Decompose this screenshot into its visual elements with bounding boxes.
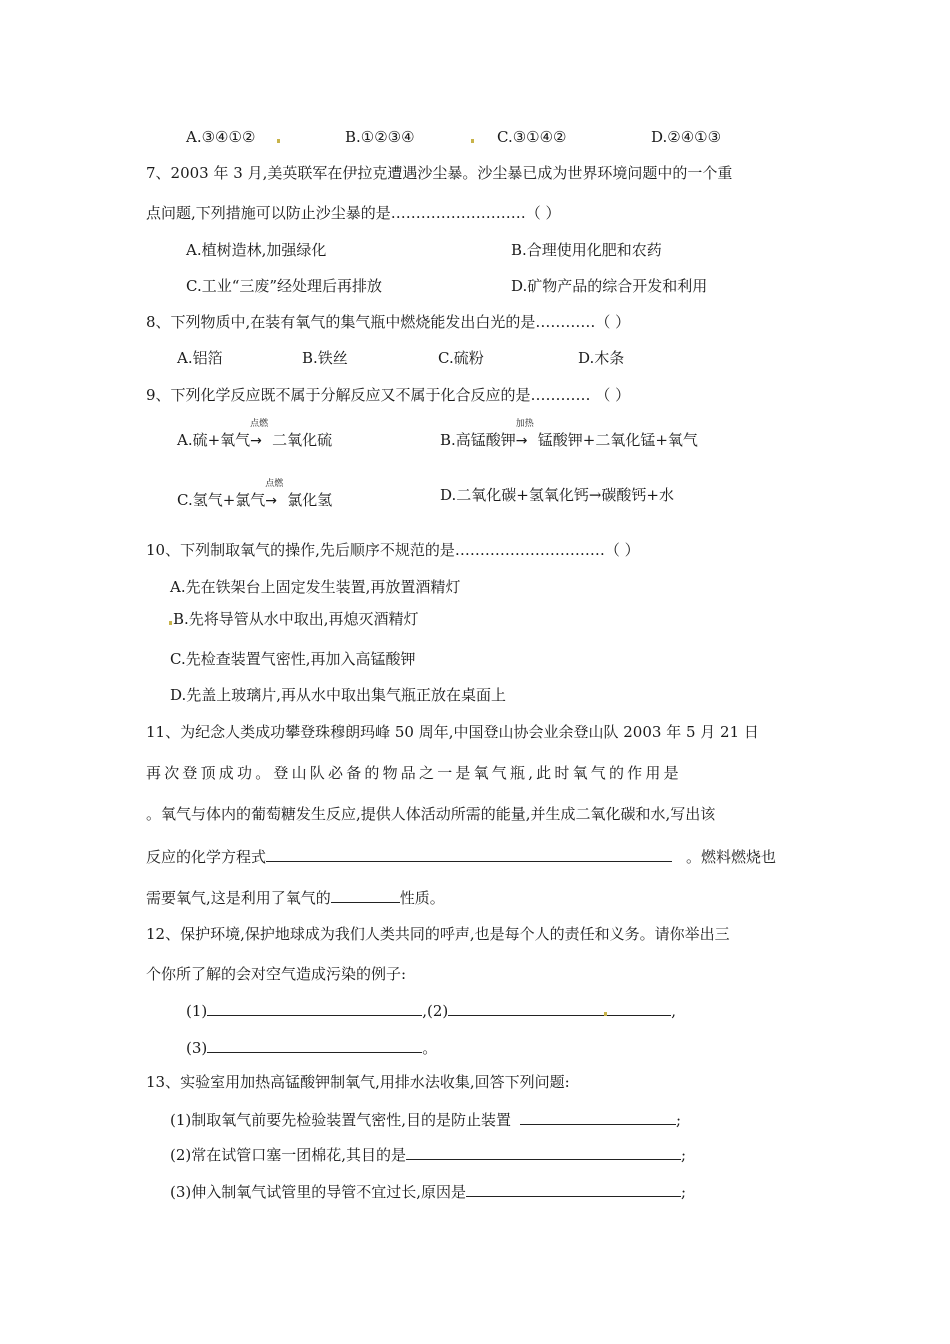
q12-comma: , xyxy=(671,1002,677,1020)
reaction-arrow xyxy=(250,419,272,449)
q13-semicolon: ; xyxy=(676,1111,682,1129)
speck-mark xyxy=(169,621,172,625)
q9-option-d: D.二氧化碳+氢氧化钙→碳酸钙+水 xyxy=(440,486,674,504)
q6-option-d: D.②④①③ xyxy=(651,128,722,146)
q9-option-c xyxy=(177,479,333,510)
q7-option-b: B.合理使用化肥和农药 xyxy=(511,241,662,259)
q12-item1-label: (1) xyxy=(186,1002,208,1020)
speck-mark xyxy=(277,139,280,143)
q10-stem: 10、下列制取氧气的操作,先后顺序不规范的是…………………………（ ） xyxy=(146,541,640,559)
q13-answer1-blank[interactable] xyxy=(520,1108,676,1125)
q11-line4 xyxy=(146,845,776,867)
reaction-arrow xyxy=(265,479,287,509)
q11-line1: 11、为纪念人类成功攀登珠穆朗玛峰 50 周年,中国登山协会业余登山队 2003 年 5 月 21 日 xyxy=(146,723,759,741)
q7-option-d: D.矿物产品的综合开发和利用 xyxy=(511,277,708,295)
q13-semicolon: ; xyxy=(681,1146,687,1164)
q9-a-products: 二氧化硫 xyxy=(272,431,333,449)
q8-option-c: C.硫粉 xyxy=(438,349,484,367)
q13-sub1-text: (1)制取氧气前要先检验装置气密性,目的是防止装置 xyxy=(170,1111,512,1129)
q12-end: 。 xyxy=(422,1039,438,1057)
q13-answer3-blank[interactable] xyxy=(466,1180,681,1197)
q9-stem: 9、下列化学反应既不属于分解反应又不属于化合反应的是………… （ ） xyxy=(146,386,631,404)
q7-stem-line1: 7、2003 年 3 月,美英联军在伊拉克遭遇沙尘暴。沙尘暴已成为世界环境问题中的一个重 xyxy=(146,164,733,182)
q12-item2-label: (2) xyxy=(427,1002,449,1020)
q9-b-products: 锰酸钾+二氧化锰+氧气 xyxy=(537,431,698,449)
q8-option-d: D.木条 xyxy=(578,349,625,367)
q12-examples-row2 xyxy=(186,1036,437,1058)
q6-option-c: C.③①④② xyxy=(497,128,567,146)
q13-sub3 xyxy=(170,1180,686,1202)
q8-option-a: A.铝箔 xyxy=(177,349,223,367)
reaction-condition: 点燃 xyxy=(250,419,269,429)
property-answer-blank[interactable] xyxy=(331,886,400,903)
q9-option-a xyxy=(177,419,333,450)
q11-line2: 再次登顶成功。登山队必备的物品之一是氧气瓶,此时氧气的作用是 xyxy=(146,764,682,782)
pollution-example2-blank[interactable] xyxy=(448,999,671,1016)
q12-line1: 12、保护环境,保护地球成为我们人类共同的呼声,也是每个人的责任和义务。请你举出三 xyxy=(146,925,730,943)
q9-b-reactants: B.高锰酸钾 xyxy=(440,431,516,449)
q11-line4-tail: 。燃料燃烧也 xyxy=(686,848,777,866)
q13-sub1 xyxy=(170,1108,681,1130)
pollution-example1-blank[interactable] xyxy=(207,999,422,1016)
q7-stem-line2: 点问题,下列措施可以防止沙尘暴的是………………………（ ） xyxy=(146,204,561,222)
speck-mark xyxy=(604,1012,607,1016)
q11-line4-text: 反应的化学方程式 xyxy=(146,848,267,866)
q12-comma: , xyxy=(422,1002,428,1020)
q13-sub2 xyxy=(170,1143,686,1165)
q11-line5-tail: 性质。 xyxy=(399,889,445,907)
q9-a-reactants: A.硫+氧气 xyxy=(177,431,251,449)
reaction-condition: 点燃 xyxy=(265,479,284,489)
pollution-example3-blank[interactable] xyxy=(207,1036,422,1053)
q13-sub2-text: (2)常在试管口塞一团棉花,其目的是 xyxy=(170,1146,407,1164)
q6-option-b: B.①②③④ xyxy=(345,128,415,146)
q12-item3-label: (3) xyxy=(186,1039,208,1057)
q9-c-reactants: C.氢气+氯气 xyxy=(177,491,266,509)
q7-option-c: C.工业“三废”经处理后再排放 xyxy=(186,277,383,295)
q13-sub3-text: (3)伸入制氧气试管里的导管不宜过长,原因是 xyxy=(170,1183,467,1201)
equation-answer-blank[interactable] xyxy=(266,845,672,862)
q6-option-a: A.③④①② xyxy=(186,128,256,146)
q13-semicolon: ; xyxy=(681,1183,687,1201)
arrow-icon: → xyxy=(515,433,528,449)
q10-option-a: A.先在铁架台上固定发生装置,再放置酒精灯 xyxy=(170,578,461,596)
q8-option-b: B.铁丝 xyxy=(302,349,348,367)
q11-line5-text: 需要氧气,这是利用了氧气的 xyxy=(146,889,331,907)
q11-line3: 。氧气与体内的葡萄糖发生反应,提供人体活动所需的能量,并生成二氧化碳和水,写出该 xyxy=(146,805,716,823)
speck-mark xyxy=(471,139,474,143)
q13-stem: 13、实验室用加热高锰酸钾制氧气,用排水法收集,回答下列问题: xyxy=(146,1073,570,1091)
q13-answer2-blank[interactable] xyxy=(406,1143,681,1160)
arrow-icon: → xyxy=(250,433,262,449)
q9-option-b xyxy=(440,419,698,450)
q8-stem: 8、下列物质中,在装有氧气的集气瓶中燃烧能发出白光的是…………（ ） xyxy=(146,313,631,331)
q12-line2: 个你所了解的会对空气造成污染的例子: xyxy=(146,965,407,983)
reaction-condition: 加热 xyxy=(515,419,534,429)
q7-option-a: A.植树造林,加强绿化 xyxy=(186,241,327,259)
q9-c-products: 氯化氢 xyxy=(287,491,333,509)
arrow-icon: → xyxy=(265,493,278,509)
q10-option-c: C.先检查装置气密性,再加入高锰酸钾 xyxy=(170,650,416,668)
q10-option-b: B.先将导管从水中取出,再熄灭酒精灯 xyxy=(173,610,419,628)
q11-line5 xyxy=(146,886,445,908)
reaction-arrow xyxy=(515,419,538,449)
q12-examples-row1 xyxy=(186,999,676,1021)
q10-option-d: D.先盖上玻璃片,再从水中取出集气瓶正放在桌面上 xyxy=(170,686,507,704)
